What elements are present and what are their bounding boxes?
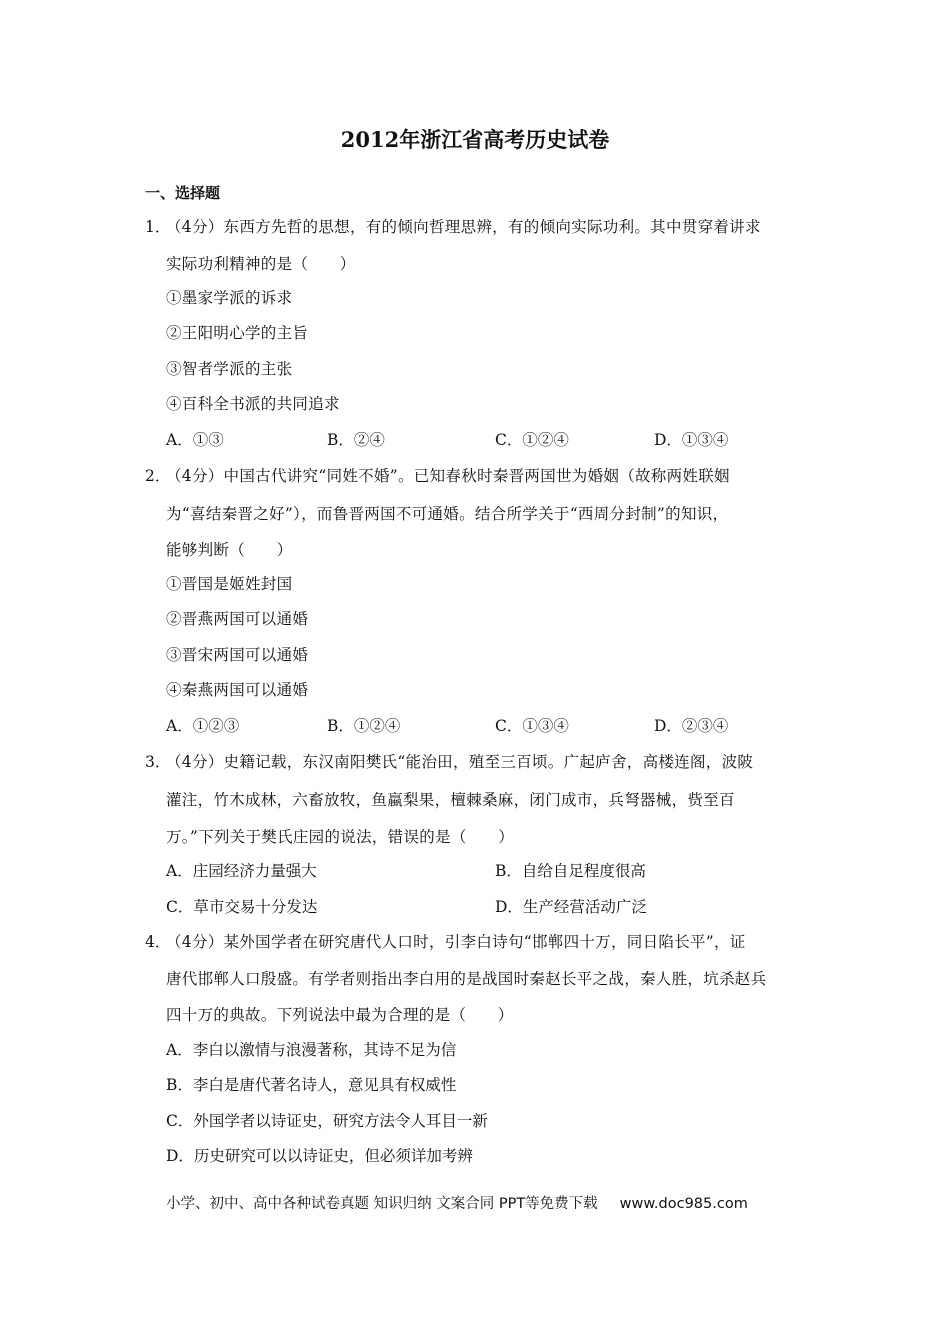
question-2-number: 2．: [145, 467, 171, 485]
question-4-option-a: A．李白以激情与浪漫著称，其诗不足为信: [166, 1041, 457, 1059]
footer-text: 小学、初中、高中各种试卷真题 知识归纳 文案合同 PPT等免费下载: [166, 1196, 598, 1212]
question-2-item: ④秦燕两国可以通婚: [166, 681, 309, 699]
question-3-option-c: C．草市交易十分发达: [166, 898, 318, 916]
question-4-option-b: B．李白是唐代著名诗人，意见具有权威性: [166, 1076, 457, 1094]
question-1-option-d: D．①③④: [654, 431, 729, 449]
question-4-stem-line: 四十万的典故。下列说法中最为合理的是（ ）: [166, 1006, 514, 1024]
question-1-option-c: C．①②④: [495, 431, 569, 449]
question-3-stem-line: （4分）史籍记载，东汉南阳樊氏“能治田，殖至三百顷。广起庐舍，高楼连阁，波陂: [166, 753, 754, 771]
question-2-stem-line: 能够判断（ ）: [166, 541, 293, 559]
question-1-item: ①墨家学派的诉求: [166, 289, 293, 307]
question-3-option-b: B．自给自足程度很高: [495, 862, 646, 880]
page-title: 2012年浙江省高考历史试卷: [340, 127, 610, 152]
question-2-option-d: D．②③④: [654, 717, 729, 735]
question-2-item: ③晋宋两国可以通婚: [166, 646, 309, 664]
question-3-option-a: A．庄园经济力量强大: [166, 862, 317, 880]
footer-url[interactable]: www.doc985.com: [619, 1196, 748, 1212]
question-1-item: ③智者学派的主张: [166, 360, 293, 378]
question-1-number: 1．: [145, 218, 171, 236]
question-2-stem-line: （4分）中国古代讲究“同姓不婚”。已知春秋时秦晋两国世为婚姻（故称两姓联姻: [166, 467, 730, 485]
question-2-stem-line: 为“喜结秦晋之好”），而鲁晋两国不可通婚。结合所学关于“西周分封制”的知识，: [166, 505, 729, 523]
question-3-stem-line: 万。”下列关于樊氏庄园的说法，错误的是（ ）: [166, 828, 515, 846]
question-2-option-c: C．①③④: [495, 717, 569, 735]
question-1-item: ④百科全书派的共同追求: [166, 395, 340, 413]
question-4-number: 4．: [145, 933, 171, 951]
question-4-stem-line: （4分）某外国学者在研究唐代人口时，引李白诗句“邯郸四十万，同日陷长平”，证: [166, 933, 746, 951]
page-footer: [166, 1192, 748, 1213]
question-1-item: ②王阳明心学的主旨: [166, 324, 309, 342]
question-1-option-a: A．①③: [166, 431, 224, 449]
question-2-option-a: A．①②③: [166, 717, 240, 735]
section-heading: 一、选择题: [145, 184, 221, 202]
question-4-option-c: C．外国学者以诗证史，研究方法令人耳目一新: [166, 1112, 488, 1130]
question-1-stem-line: （4分）东西方先哲的思想，有的倾向哲理思辨，有的倾向实际功利。其中贯穿着讲求: [166, 218, 761, 236]
question-2-item: ②晋燕两国可以通婚: [166, 610, 309, 628]
question-4-stem-line: 唐代邯郸人口殷盛。有学者则指出李白用的是战国时秦赵长平之战，秦人胜，坑杀赵兵: [166, 970, 767, 988]
question-1-option-b: B．②④: [327, 431, 385, 449]
question-3-stem-line: 灌注，竹木成林，六畜放牧，鱼蠃梨果，檀棘桑麻，闭门成市，兵弩器械，赀至百: [166, 791, 735, 809]
question-3-number: 3．: [145, 753, 171, 771]
question-4-option-d: D．历史研究可以以诗证史，但必须详加考辨: [166, 1147, 473, 1165]
question-2-option-b: B．①②④: [327, 717, 401, 735]
question-2-item: ①晋国是姬姓封国: [166, 575, 293, 593]
question-3-option-d: D．生产经营活动广泛: [495, 898, 647, 916]
question-1-stem-line: 实际功利精神的是（ ）: [166, 255, 356, 273]
